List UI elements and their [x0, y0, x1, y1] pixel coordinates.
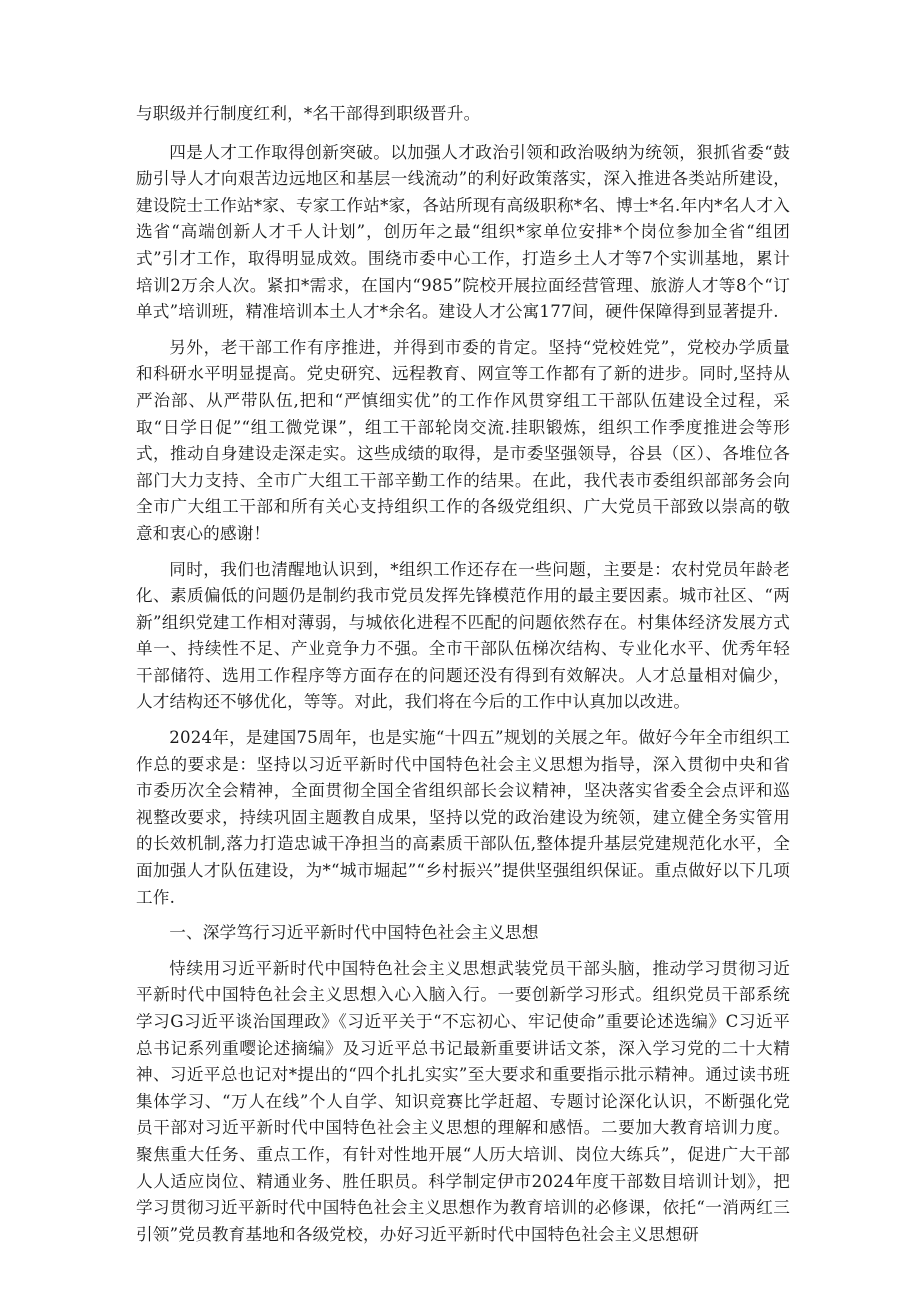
paragraph-problems: 同时，我们也清醒地认识到，*组织工作还存在一些问题，主要是：农村党员年龄老化、素质偏低的问题仍是制约我市党员发挥先锋模范作用的最主要因素。城市社区、“两新”组织党建工作相对薄弱，与城依化进程不匹配的问题依然存在。村集体经济发展方式单一、持续性不足、产业竞争力不强。全市干部队伍梯次结构、专业化水平、优秀年轻干部储符、选用工作程序等方面存在的问题还没有得到有效解决。人才总量相对偏少，人才结构还不够优化，等等。对此，我们将在今后的工作中认真加以改进。	[136, 559, 790, 712]
paragraph-study-thought: 恃续用习近平新时代中国特色社会主义思想武装党员干部头脑，推动学习贯彻习近平新时代中国特色社会主义思想入心入脑入行。一要创新学习形式。组织党员干部系统学习G习近平谈治国理政》《习近平关于“不忘初心、牢记使命”重要论述选编》C习近平总书记系列重嘤论述摘编》及习近平总书记最新重要讲话文茶，深入学习党的二十大精神、习近平总也记对*提出的“四个扎扎实实”至大要求和重要指示批示精神。通过读书班集体学习、“万人在线”个人自学、知识竞赛比学赶超、专题讨论深化认识，不断强化党员干部对习近平新时代中国特色社会主义思想的理解和感悟。二要加大教育培训力度。聚焦重大任务、重点工作，有针对性地开展“人历大培训、岗位大练兵”，促进广大干部人人适应岗位、精通业务、胜任职员。科学制定伊市2024年度干部数目培训计划》，把学习贯彻习近平新时代中国特色社会主义思想作为教育培训的必修课，依托“一消两红三引领”党员教育基地和各级党校，办好习近平新时代中国特色社会主义思想研	[136, 958, 790, 1244]
paragraph-2024-requirements: 2024年，是建国75周年，也是实施“十四五”规划的关展之年。做好今年全市组织工作总的要求是：坚持以习近平新时代中国特色社会主义思想为指导，深入贯彻中央和省市委历次全会精神，全面贯彻全国全省组织部长会议精神，坚决落实省委全会点评和巡视整改要求，持续巩固主题教自成果，坚持以党的政治建设为统领，建立健全务实管用的长效机制,落力打造忠诚干净担当的高素质干部队伍,整体提升基层党建规范化水平，全面加强人才队伍建设，为*“城市堀起”“乡村振兴”提供坚强组织保证。重点做好以下几项工作.	[136, 728, 790, 907]
section-heading-1: 一、深学笃行习近平新时代中国特色社会主义思想	[169, 923, 539, 943]
document-body	[136, 101, 790, 1257]
paragraph-continuation: 与职级并行制度红利，*名干部得到职级晋升。	[136, 104, 481, 123]
paragraph-veteran-cadres: 另外，老干部工作有序推进，并得到市委的肯定。坚持“党校姓党”，党校办学质量和科研水平明显提高。党史研究、远程教育、网宣等工作都有了新的进步。同时,坚持从严治部、从严带队伍,把和“严慎细实优”的工作作风贯穿组工干部队伍建设全过程，采取“日学日促”“组工微党课”，组工干部轮岗交流.挂职锻炼，组织工作季度推进会等形式，推动自身建设走深走实。这些成绩的取得，是市委坚强领导，谷县（区）、各堆位各部门大力支持、全市广大组工干部辛勤工作的结果。在此，我代表市委组织部部务会向全市广大组工干部和所有关心支持组织工作的各级党组织、广大党员干部致以崇高的敬意和衷心的感谢！	[136, 337, 790, 543]
paragraph-talent-work: 四是人才工作取得创新突破。以加强人才政治引领和政治吸纳为统领，狠抓省委“鼓励引导人才向艰苦边远地区和基层一线流动”的利好政策落实，深入推进各类站所建设，建设院士工作站*家、专家工作站*家，各站所现有高级职称*名、博士*名.年内*名人才入选省“高端创新人才千人计划”，创历年之最“组织*家单位安排*个岗位参加全省“组团式”引才工作，取得明显成效。围绕市委中心工作，打造乡土人才等7个实训基地，累计培训2万余人次。紧扣*需求，在国内“985”院校开展拉面经营管理、旅游人才等8个“订单式”培训班，精准培训本土人才*余名。建设人才公寓177间，硬件保障得到显著提升.	[136, 142, 790, 322]
